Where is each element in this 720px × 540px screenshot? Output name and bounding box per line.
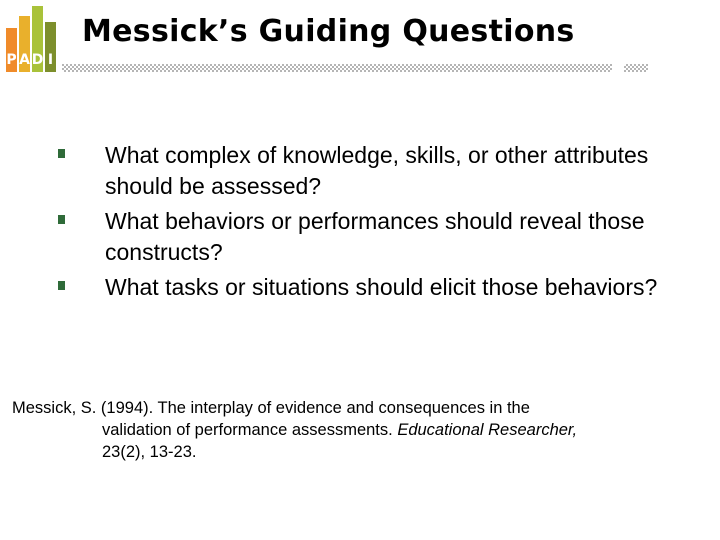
logo-bar-a xyxy=(19,16,30,72)
citation xyxy=(12,397,692,463)
title-divider xyxy=(62,64,648,72)
citation-title: validation of performance assessments. xyxy=(102,421,398,439)
citation-line-2 xyxy=(12,419,692,441)
logo-bar-d xyxy=(32,6,43,72)
logo-bar-i xyxy=(45,22,56,72)
citation-journal: Educational Researcher, xyxy=(397,421,578,439)
logo-letter-d: D xyxy=(31,52,44,68)
bullet-text: What behaviors or performances should reveal those constructs? xyxy=(105,208,645,265)
citation-line-3: 23(2), 13-23. xyxy=(102,443,197,461)
square-bullet-icon xyxy=(58,281,65,290)
logo-letter-i: I xyxy=(47,52,54,68)
citation-line-1: Messick, S. (1994). The interplay of evidence and consequences in the xyxy=(12,399,530,417)
bullet-list xyxy=(0,140,720,307)
logo-bar-p xyxy=(6,28,17,72)
bullet-text: What tasks or situations should elicit those behaviors? xyxy=(105,274,658,300)
logo-letter-a: A xyxy=(19,52,30,68)
list-item xyxy=(0,206,720,268)
square-bullet-icon xyxy=(58,149,65,158)
list-item xyxy=(0,140,720,202)
logo-letter-p: P xyxy=(6,52,17,68)
list-item xyxy=(0,272,720,303)
square-bullet-icon xyxy=(58,215,65,224)
bullet-text: What complex of knowledge, skills, or other attributes should be assessed? xyxy=(105,142,649,199)
slide-title: Messick’s Guiding Questions xyxy=(82,14,575,49)
padi-logo xyxy=(6,6,60,72)
